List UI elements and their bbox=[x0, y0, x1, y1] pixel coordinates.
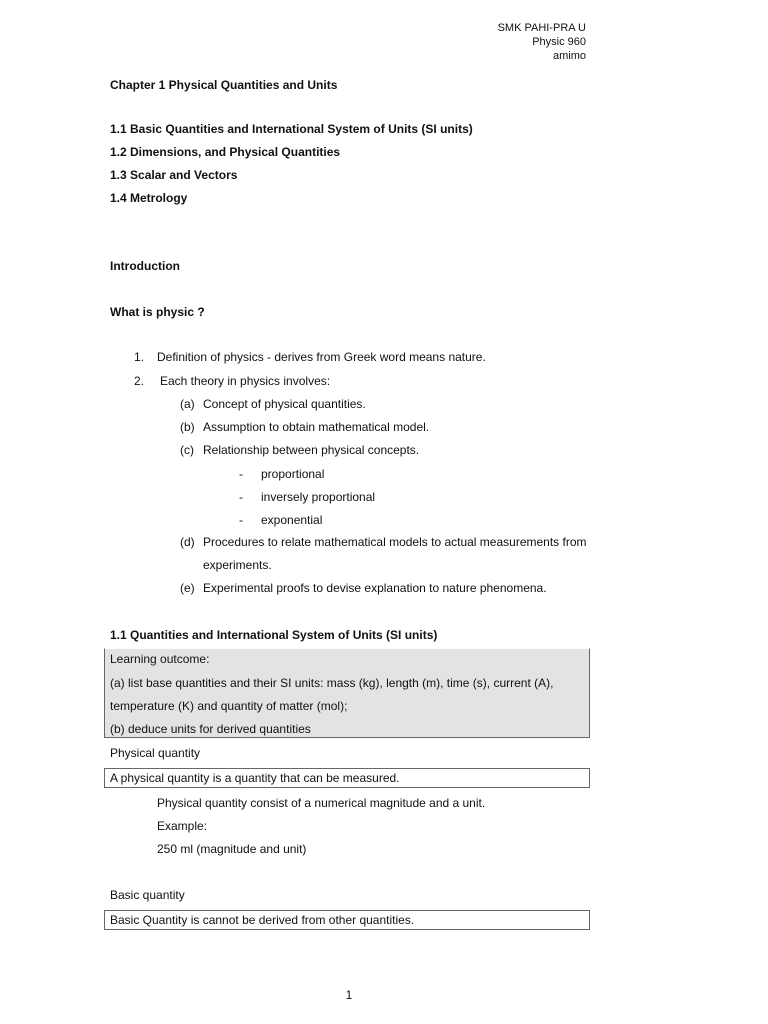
sub-label-c: (c) bbox=[180, 443, 194, 457]
question-heading: What is physic ? bbox=[110, 305, 205, 319]
toc-item-1: 1.1 Basic Quantities and International System of Units (SI units) bbox=[110, 122, 473, 136]
sub-label-b: (b) bbox=[180, 420, 195, 434]
list-item-2: Each theory in physics involves: bbox=[160, 374, 331, 388]
relation-inverse: inversely proportional bbox=[261, 490, 376, 504]
header-subject: Physic 960 bbox=[532, 36, 586, 48]
dash-bullet: - bbox=[239, 513, 243, 527]
physical-quantity-text-1: Physical quantity consist of a numerical magnitude and a unit. bbox=[157, 796, 486, 810]
basic-quantity-definition: Basic Quantity is cannot be derived from other quantities. bbox=[110, 913, 415, 927]
sub-item-d-line2: experiments. bbox=[203, 558, 272, 572]
learning-outcome-line1: (a) list base quantities and their SI units: mass (kg), length (m), time (s), current (A), bbox=[110, 676, 554, 690]
dash-bullet: - bbox=[239, 467, 243, 481]
list-number-1: 1. bbox=[134, 350, 145, 364]
learning-outcome-line2: temperature (K) and quantity of matter (mol); bbox=[110, 699, 348, 713]
physical-quantity-label: Physical quantity bbox=[110, 746, 201, 760]
basic-quantity-label: Basic quantity bbox=[110, 888, 185, 902]
relation-proportional: proportional bbox=[261, 467, 325, 481]
basic-quantity-definition-box bbox=[104, 910, 590, 930]
toc-item-4: 1.4 Metrology bbox=[110, 191, 188, 205]
toc-item-2: 1.2 Dimensions, and Physical Quantities bbox=[110, 145, 341, 159]
sub-label-a: (a) bbox=[180, 397, 195, 411]
page-number: 1 bbox=[345, 988, 353, 1002]
list-item-1: Definition of physics - derives from Greek word means nature. bbox=[157, 350, 486, 364]
learning-outcome-line3: (b) deduce units for derived quantities bbox=[110, 722, 311, 736]
section-heading: 1.1 Quantities and International System of Units (SI units) bbox=[110, 628, 438, 642]
list-number-2: 2. bbox=[134, 374, 145, 388]
sub-item-c: Relationship between physical concepts. bbox=[203, 443, 420, 457]
relation-exponential: exponential bbox=[261, 513, 323, 527]
physical-quantity-definition: A physical quantity is a quantity that can be measured. bbox=[110, 771, 400, 785]
sub-item-d-line1: Procedures to relate mathematical models to actual measurements from bbox=[203, 535, 587, 549]
sub-item-e: Experimental proofs to devise explanation to nature phenomena. bbox=[203, 581, 547, 595]
physical-quantity-text-2: Example: bbox=[157, 819, 208, 833]
learning-outcome-box bbox=[104, 648, 590, 738]
physical-quantity-text-3: 250 ml (magnitude and unit) bbox=[157, 842, 307, 856]
toc-item-3: 1.3 Scalar and Vectors bbox=[110, 168, 238, 182]
sub-item-a: Concept of physical quantities. bbox=[203, 397, 366, 411]
sub-label-d: (d) bbox=[180, 535, 195, 549]
page-header bbox=[498, 21, 586, 63]
physical-quantity-definition-box bbox=[104, 768, 590, 788]
dash-bullet: - bbox=[239, 490, 243, 504]
chapter-title: Chapter 1 Physical Quantities and Units bbox=[110, 78, 338, 92]
sub-item-b: Assumption to obtain mathematical model. bbox=[203, 420, 430, 434]
header-school: SMK PAHI-PRA U bbox=[497, 22, 586, 34]
header-author: amimo bbox=[552, 50, 586, 62]
introduction-heading: Introduction bbox=[110, 259, 180, 273]
learning-outcome-title: Learning outcome: bbox=[110, 652, 210, 666]
sub-label-e: (e) bbox=[180, 581, 195, 595]
